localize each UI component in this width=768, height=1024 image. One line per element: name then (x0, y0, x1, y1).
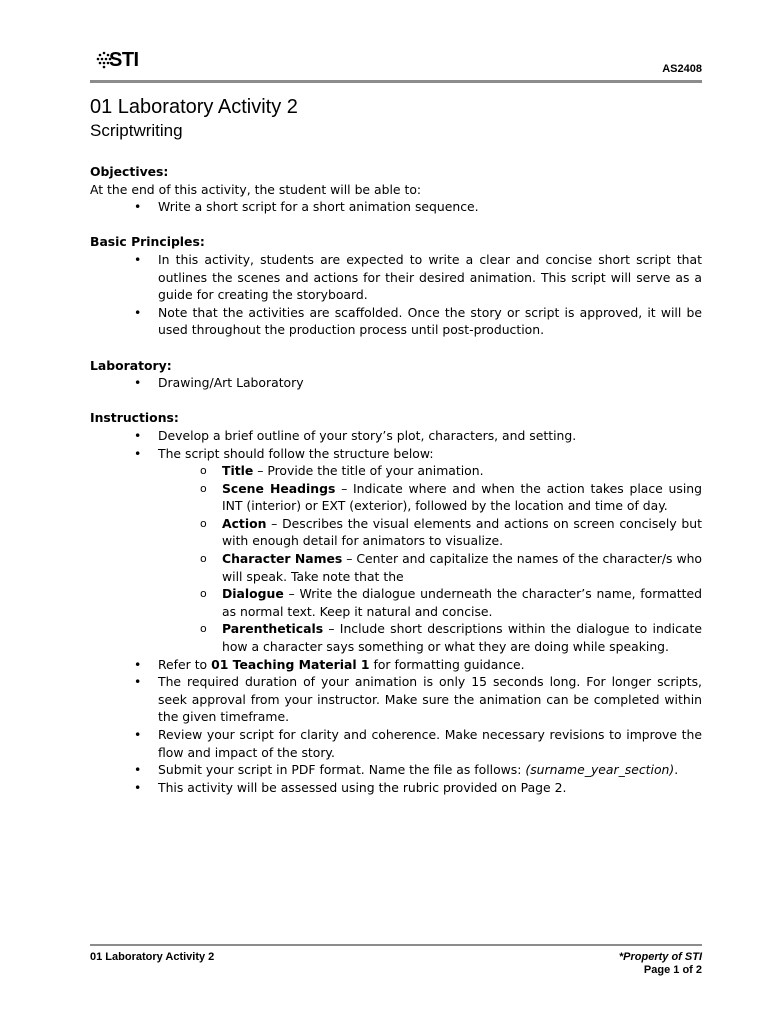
sub-list-item: o Action – Describes the visual elements and actions on screen concisely but with enough detail for animators to visualize. (200, 515, 702, 549)
bullet-icon: • (134, 304, 142, 320)
footer-document-title: 01 Laboratory Activity 2 (90, 951, 215, 963)
list-item: • Refer to 01 Teaching Material 1 for formatting guidance. (134, 656, 525, 672)
list-item: • Submit your script in PDF format. Name the file as follows: (surname_year_section). (134, 762, 679, 778)
list-item: • Write a short script for a short animation sequence. (134, 199, 479, 215)
list-item: • The required duration of your animation is only 15 seconds long. For longer scripts, seek approval from your instructor. Make sure the animation can be completed within the given timeframe. (134, 674, 702, 725)
bullet-icon: • (134, 427, 142, 443)
header-divider (90, 80, 702, 83)
basic-principles-heading: Basic Principles: (90, 234, 205, 250)
document-code: AS2408 (662, 63, 702, 75)
basic-principles-list (90, 251, 702, 339)
circle-bullet-icon: o (200, 516, 207, 530)
list-item: • Review your script for clarity and coherence. Make necessary revisions to improve the flow and impact of the story. (134, 727, 702, 760)
laboratory-heading: Laboratory: (90, 357, 172, 373)
bullet-icon: • (134, 251, 142, 267)
page-title: 01 Laboratory Activity 2 (90, 96, 298, 118)
footer-divider (90, 944, 702, 946)
bullet-icon: • (134, 674, 142, 690)
objectives-list (90, 198, 702, 216)
sub-list-item: o Title – Provide the title of your animation. (200, 463, 484, 479)
list-item: • In this activity, students are expected to write a clear and concise short script that outlines the scenes and actions for their desired animation. This script will serve as a guide for creating the storyboard. (134, 251, 702, 303)
page-subtitle: Scriptwriting (90, 121, 183, 140)
logo-text: STI (109, 49, 139, 71)
instructions-list (90, 427, 702, 796)
instructions-heading: Instructions: (90, 410, 179, 426)
objectives-heading: Objectives: (90, 164, 169, 179)
list-item: • This activity will be assessed using the rubric provided on Page 2. (134, 779, 567, 795)
bullet-icon: • (134, 779, 142, 795)
list-item: • Develop a brief outline of your story’s plot, characters, and setting. (134, 427, 577, 443)
sti-logo (96, 50, 146, 72)
list-item: • Drawing/Art Laboratory (134, 375, 304, 391)
circle-bullet-icon: o (200, 464, 207, 478)
bullet-icon: • (134, 762, 142, 778)
bullet-icon: • (134, 445, 142, 461)
page-number: Page 1 of 2 (643, 964, 702, 976)
footer-info (619, 951, 702, 977)
bullet-icon: • (134, 727, 142, 742)
bullet-icon: • (134, 199, 142, 215)
bullet-icon: • (134, 656, 142, 672)
property-notice: *Property of STI (618, 951, 702, 963)
filename-format: (surname_year_section) (525, 762, 675, 778)
list-item: • Note that the activities are scaffolded. Once the story or script is approved, it will be used throughout the production process until post-production. (134, 304, 702, 338)
circle-bullet-icon: o (200, 622, 207, 636)
document-body (90, 163, 702, 796)
bullet-icon: • (134, 375, 142, 391)
sub-list-item: o Dialogue – Write the dialogue underneath the character’s name, formatted as normal text. Keep it natural and concise. (200, 586, 702, 619)
objectives-intro: At the end of this activity, the student will be able to: (90, 181, 422, 197)
sub-list-item: o Character Names – Center and capitalize the names of the character/s who will speak. Take note that the (200, 551, 703, 584)
sub-list-item: o Scene Headings – Indicate where and when the action takes place using INT (interior) or EXT (exterior), followed by the location and time of day. (200, 480, 703, 514)
teaching-material-reference: 01 Teaching Material 1 (211, 656, 370, 672)
circle-bullet-icon: o (200, 587, 207, 601)
circle-bullet-icon: o (200, 552, 207, 566)
sub-list-item: o Parentheticals – Include short descriptions within the dialogue to indicate how a character says something or what they are doing while speaking. (200, 621, 702, 655)
list-item: • The script should follow the structure below: o Title – Provide the title of your animation. o Scene Headings – Indicate where and when the action takes place using INT (interior) or EXT (exterior), followed by the location and time of day. o Action – Describes the visual elements and actions on screen concisely but with enough detail for animators to visualize. o Character Names – Center and capitalize the names of the character/s who will speak. Take note that the o Dialogue – Write the dialogue underneath the character’s name, formatted as normal text. Keep it natural and concise. o Parentheticals – Include short descriptions within the dialogue to indicate how a character says something or what they are doing while speaking. (90, 445, 702, 656)
circle-bullet-icon: o (200, 481, 207, 495)
laboratory-list (90, 374, 702, 392)
script-structure-list (158, 462, 702, 656)
